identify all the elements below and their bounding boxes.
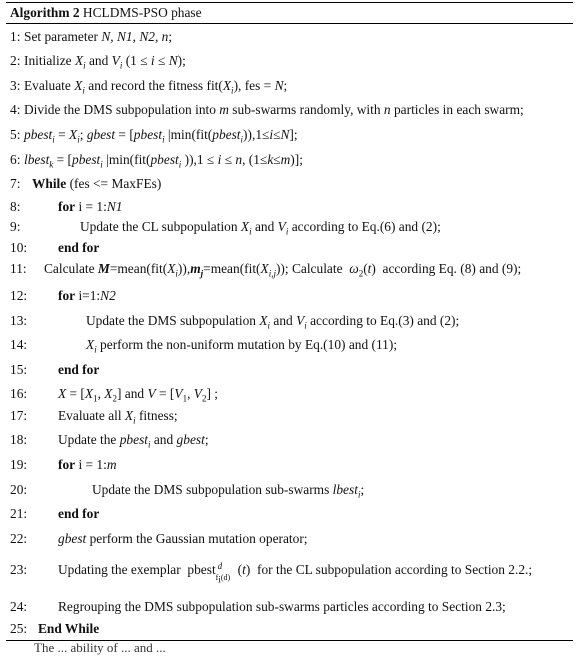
line-text: $X = [X_1$, $X_2$] and $V = [V_1$, $V_2$] ;	[58, 386, 218, 404]
line-text: Update the pbest$_i$ and gbest;	[58, 432, 209, 450]
title-rule	[6, 23, 573, 24]
top-rule	[6, 2, 573, 3]
line-number: 6:	[10, 152, 21, 167]
line-text: end for	[58, 362, 100, 377]
exemplar-index: d $f_i(d)$	[215, 561, 231, 585]
line-number: 7:	[10, 176, 21, 191]
line-number: 10:	[10, 240, 28, 255]
algorithm-title	[10, 5, 202, 21]
line-number: 25:	[10, 621, 28, 636]
line-text: Set parameter N, N1, N2, n;	[24, 29, 173, 44]
line-text: Update the CL subpopulation $X_i$ and $V_i$ according to Eq.(6) and (2);	[80, 219, 441, 237]
line-text: for i = 1:N1	[58, 199, 123, 214]
line-number: 12:	[10, 288, 28, 303]
line-text: Divide the DMS subpopulation into m sub-swarms randomly, with n particles in each swarm;	[24, 102, 524, 117]
line-text: End While	[38, 621, 100, 636]
line-text: While (fes <= MaxFEs)	[32, 176, 162, 191]
line-number: 13:	[10, 313, 28, 328]
line-number: 24:	[10, 599, 28, 614]
line-number: 22:	[10, 531, 28, 546]
line-number: 21:	[10, 506, 28, 521]
line-number: 5:	[10, 127, 21, 142]
line-number: 9:	[10, 219, 21, 234]
line-number: 18:	[10, 432, 28, 447]
line-number: 17:	[10, 408, 28, 423]
line-number: 11:	[10, 261, 27, 276]
line-text: pbest$_i$ = $X_i$; gbest = [pbest$_i$ |min(fit(pbest$_i$)),1≤i≤N];	[24, 127, 298, 145]
line-text: Initialize $X_i$ and $V_i$ (1 ≤ i ≤ N);	[24, 53, 186, 71]
line-text: for i=1:N2	[58, 288, 116, 303]
line-text: Update the DMS subpopulation $X_i$ and $V_i$ according to Eq.(3) and (2);	[86, 313, 460, 331]
line-number: 14:	[10, 337, 28, 352]
line-number: 8:	[10, 199, 21, 214]
line-text: Evaluate all $X_i$ fitness;	[58, 408, 178, 426]
line-text: Updating the exemplar pbest d $f_i(d)$ (t) for the CL subpopulation according to Section 2.2.;	[58, 561, 533, 585]
algorithm-label: Algorithm 2	[10, 5, 80, 20]
line-number: 3:	[10, 78, 21, 93]
line-text: Calculate $M=mean(fit(X_i)),m_j=mean(fit(X_{i,j}))$; Calculate $\omega_2(t)$ according Eq. (8) and (9);	[44, 261, 522, 279]
line-number: 1:	[10, 29, 21, 44]
cut-off-paragraph: The ... ability of ... and ...	[34, 640, 166, 655]
line-text: $X_i$ perform the non-uniform mutation by Eq.(10) and (11);	[86, 337, 398, 355]
line-text: end for	[58, 240, 100, 255]
line-text: end for	[58, 506, 100, 521]
line-text: Regrouping the DMS subpopulation sub-swarms particles according to Section 2.3;	[58, 599, 506, 614]
line-text: lbest$_k$ = [pbest$_i$ |min(fit(pbest$_i$ )),1 ≤ i ≤ n, (1≤k≤m)];	[24, 152, 303, 170]
line-number: 20:	[10, 482, 28, 497]
line-text: Evaluate $X_i$ and record the fitness $fit(X_i)$, fes = N;	[24, 78, 288, 96]
line-text: for i = 1:m	[58, 457, 117, 472]
line-number: 16:	[10, 386, 28, 401]
algorithm-name: HCLDMS-PSO phase	[82, 5, 202, 20]
line-text: gbest perform the Gaussian mutation operator;	[58, 531, 308, 546]
line-number: 4:	[10, 102, 21, 117]
line-number: 19:	[10, 457, 28, 472]
line-number: 15:	[10, 362, 28, 377]
line-text: Update the DMS subpopulation sub-swarms lbest$_i$;	[92, 482, 365, 500]
line-number: 2:	[10, 53, 21, 68]
line-number: 23:	[10, 562, 28, 577]
